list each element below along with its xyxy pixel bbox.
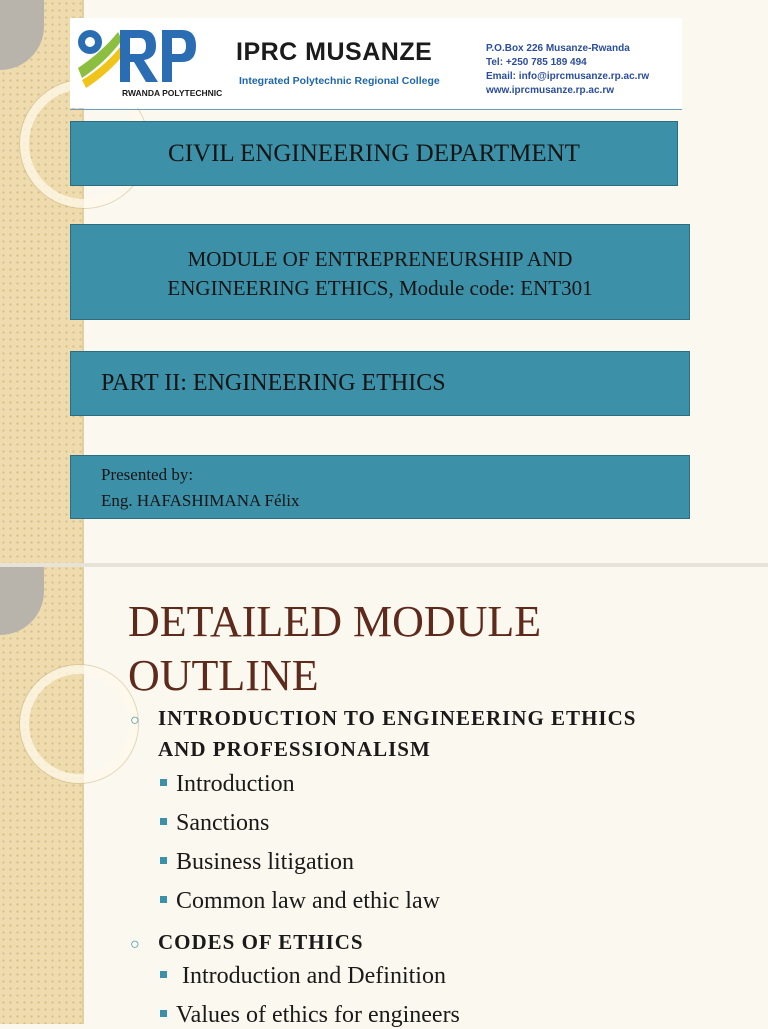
- rp-logo: [72, 22, 223, 108]
- contact-website: www.iprcmusanze.rp.ac.rw: [486, 85, 615, 96]
- outline-title-line-1: DETAILED MODULE: [128, 597, 542, 646]
- list-item: Sanctions: [160, 810, 269, 837]
- list-item: Business litigation: [160, 849, 354, 876]
- module-line-1: MODULE OF ENTREPRENEURSHIP AND: [187, 247, 573, 271]
- section-heading-line-2: AND PROFESSIONALISM: [158, 737, 431, 761]
- contact-phone: Tel: +250 785 189 494: [486, 57, 587, 68]
- square-bullet-icon: [160, 857, 167, 864]
- outline-title-line-2: OUTLINE: [128, 651, 319, 700]
- square-bullet-icon: [160, 779, 167, 786]
- department-title: CIVIL ENGINEERING DEPARTMENT: [168, 139, 580, 167]
- outline-title: [128, 595, 541, 703]
- outline-slide: [0, 565, 768, 1028]
- department-box: [70, 121, 678, 186]
- square-bullet-icon: [160, 818, 167, 825]
- section-heading: [130, 927, 364, 958]
- section-heading: [130, 703, 636, 765]
- square-bullet-icon: [160, 896, 167, 903]
- list-item: Introduction: [160, 771, 295, 798]
- contact-info: [486, 42, 649, 98]
- contact-address: P.O.Box 226 Musanze-Rwanda: [486, 43, 630, 54]
- section-heading-line-1: CODES OF ETHICS: [158, 930, 364, 954]
- module-line-2: ENGINEERING ETHICS, Module code: ENT301: [167, 276, 593, 300]
- list-item: Values of ethics for engineers: [160, 1002, 460, 1029]
- square-bullet-icon: [160, 971, 167, 978]
- module-box: [70, 224, 690, 320]
- part-title: PART II: ENGINEERING ETHICS: [101, 370, 446, 396]
- institution-full-name: Integrated Polytechnic Regional College: [239, 75, 440, 87]
- list-item: Introduction and Definition: [160, 963, 446, 990]
- square-bullet-icon: [160, 1010, 167, 1017]
- decorative-ring: [20, 665, 138, 783]
- institution-name: IPRC MUSANZE: [236, 38, 433, 66]
- ring-bullet-icon: ○: [130, 936, 141, 953]
- decorative-side-strip: [0, 565, 84, 1024]
- section-heading-line-1: INTRODUCTION TO ENGINEERING ETHICS: [158, 706, 637, 730]
- presented-by-label: Presented by:: [101, 465, 194, 484]
- presenter-box: [70, 455, 690, 519]
- institution-header: [70, 18, 682, 108]
- slide-separator: [0, 563, 768, 567]
- list-item: Common law and ethic law: [160, 888, 440, 915]
- header-divider: [70, 109, 682, 110]
- presenter-name: Eng. HAFASHIMANA Félix: [101, 491, 300, 510]
- ring-bullet-icon: ○: [130, 712, 141, 729]
- logo-text: RWANDA POLYTECHNIC: [122, 88, 223, 98]
- part-box: [70, 351, 690, 416]
- contact-email: Email: info@iprcmusanze.rp.ac.rw: [486, 71, 650, 82]
